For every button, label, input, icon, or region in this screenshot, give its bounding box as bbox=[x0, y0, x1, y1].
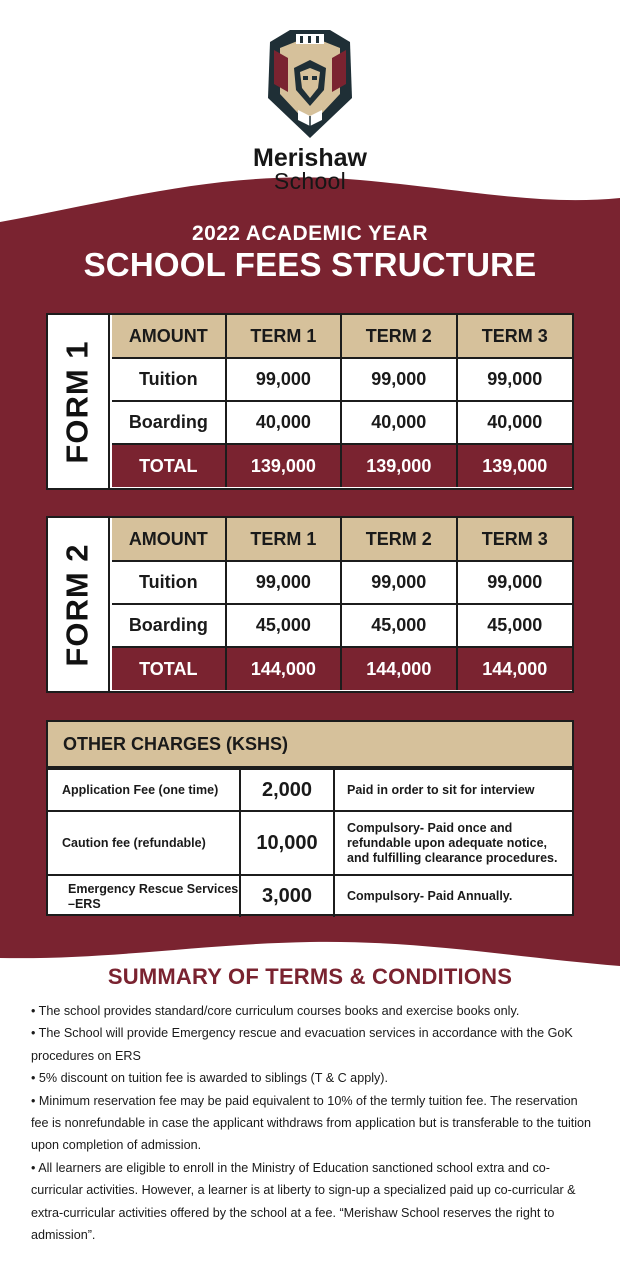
other-charges-table bbox=[46, 720, 574, 916]
total-value: 144,000 bbox=[457, 647, 572, 690]
total-value: 144,000 bbox=[341, 647, 456, 690]
charge-note: Paid in order to sit for interview bbox=[334, 769, 572, 811]
form1-side-label: FORM 1 bbox=[48, 315, 110, 488]
cell-value: 45,000 bbox=[226, 604, 341, 647]
table-row bbox=[112, 604, 572, 647]
total-value: 139,000 bbox=[457, 444, 572, 487]
row-label-total: TOTAL bbox=[112, 647, 226, 690]
table-total-row bbox=[112, 444, 572, 487]
table-total-row bbox=[112, 647, 572, 690]
cell-value: 99,000 bbox=[341, 561, 456, 604]
fees-structure-title: SCHOOL FEES STRUCTURE bbox=[83, 246, 537, 283]
table-row bbox=[112, 358, 572, 401]
cell-value: 99,000 bbox=[457, 561, 572, 604]
academic-year-heading: 2022 ACADEMIC YEAR bbox=[192, 222, 428, 245]
row-label-boarding: Boarding bbox=[112, 604, 226, 647]
cell-value: 99,000 bbox=[226, 358, 341, 401]
form2-fee-table bbox=[46, 516, 574, 693]
form1-fee-table bbox=[46, 313, 574, 490]
list-item: • The School will provide Emergency rescue and evacuation services in accordance with the GoK procedures on ERS bbox=[31, 1026, 573, 1063]
row-label-tuition: Tuition bbox=[112, 561, 226, 604]
row-label-tuition: Tuition bbox=[112, 358, 226, 401]
table-row bbox=[48, 811, 572, 875]
cell-value: 99,000 bbox=[341, 358, 456, 401]
charge-note: Compulsory- Paid Annually. bbox=[334, 875, 572, 917]
list-item: • 5% discount on tuition fee is awarded to siblings (T & C apply). bbox=[31, 1071, 388, 1086]
header-term3: TERM 3 bbox=[457, 518, 572, 561]
form2-side-label: FORM 2 bbox=[48, 518, 110, 691]
table-row bbox=[48, 875, 572, 917]
header-term1: TERM 1 bbox=[226, 315, 341, 358]
header-amount: AMOUNT bbox=[112, 518, 226, 561]
charge-name: Emergency Rescue Services –ERS bbox=[48, 875, 240, 917]
cell-value: 99,000 bbox=[457, 358, 572, 401]
cell-value: 45,000 bbox=[341, 604, 456, 647]
charge-name: Application Fee (one time) bbox=[48, 769, 240, 811]
cell-value: 40,000 bbox=[226, 401, 341, 444]
school-crest-logo bbox=[260, 28, 360, 140]
header-term2: TERM 2 bbox=[341, 315, 456, 358]
row-label-boarding: Boarding bbox=[112, 401, 226, 444]
total-value: 144,000 bbox=[226, 647, 341, 690]
charge-note: Compulsory- Paid once and refundable upon adequate notice, and fulfilling clearance procedures. bbox=[334, 811, 572, 875]
list-item: • All learners are eligible to enroll in the Ministry of Education sanctioned school extra and co-curricular activities. However, a learner is at liberty to sign-up a specialized paid up co-curricular & extra-curricular activities offered by the school at a fee. “Merishaw School reserves the right to admission”. bbox=[31, 1160, 576, 1243]
charge-amount: 3,000 bbox=[240, 875, 334, 917]
table-row bbox=[112, 401, 572, 444]
list-item: • The school provides standard/core curriculum courses books and exercise books only. bbox=[31, 1004, 520, 1018]
table-row bbox=[112, 561, 572, 604]
cell-value: 40,000 bbox=[341, 401, 456, 444]
list-item: • Minimum reservation fee may be paid equivalent to 10% of the termly tuition fee. The reservation fee is nonrefundable in case the applicant withdraws from application but is transferable to the tuition upon completion of admission. bbox=[31, 1093, 592, 1153]
charge-amount: 2,000 bbox=[240, 769, 334, 811]
brand-name-line2: School bbox=[273, 168, 347, 194]
other-charges-title: OTHER CHARGES (KSHS) bbox=[48, 722, 572, 768]
header-amount: AMOUNT bbox=[112, 315, 226, 358]
terms-list bbox=[31, 1000, 596, 1246]
header-term3: TERM 3 bbox=[457, 315, 572, 358]
total-value: 139,000 bbox=[226, 444, 341, 487]
brand-name-line1: Merishaw bbox=[253, 144, 367, 172]
cell-value: 45,000 bbox=[457, 604, 572, 647]
cell-value: 40,000 bbox=[457, 401, 572, 444]
table-header-row bbox=[112, 315, 572, 358]
terms-title: SUMMARY OF TERMS & CONDITIONS bbox=[107, 964, 513, 989]
total-value: 139,000 bbox=[341, 444, 456, 487]
row-label-total: TOTAL bbox=[112, 444, 226, 487]
header-term2: TERM 2 bbox=[341, 518, 456, 561]
table-row bbox=[48, 769, 572, 811]
charge-amount: 10,000 bbox=[240, 811, 334, 875]
cell-value: 99,000 bbox=[226, 561, 341, 604]
charge-name: Caution fee (refundable) bbox=[48, 811, 240, 875]
header-term1: TERM 1 bbox=[226, 518, 341, 561]
table-header-row bbox=[112, 518, 572, 561]
